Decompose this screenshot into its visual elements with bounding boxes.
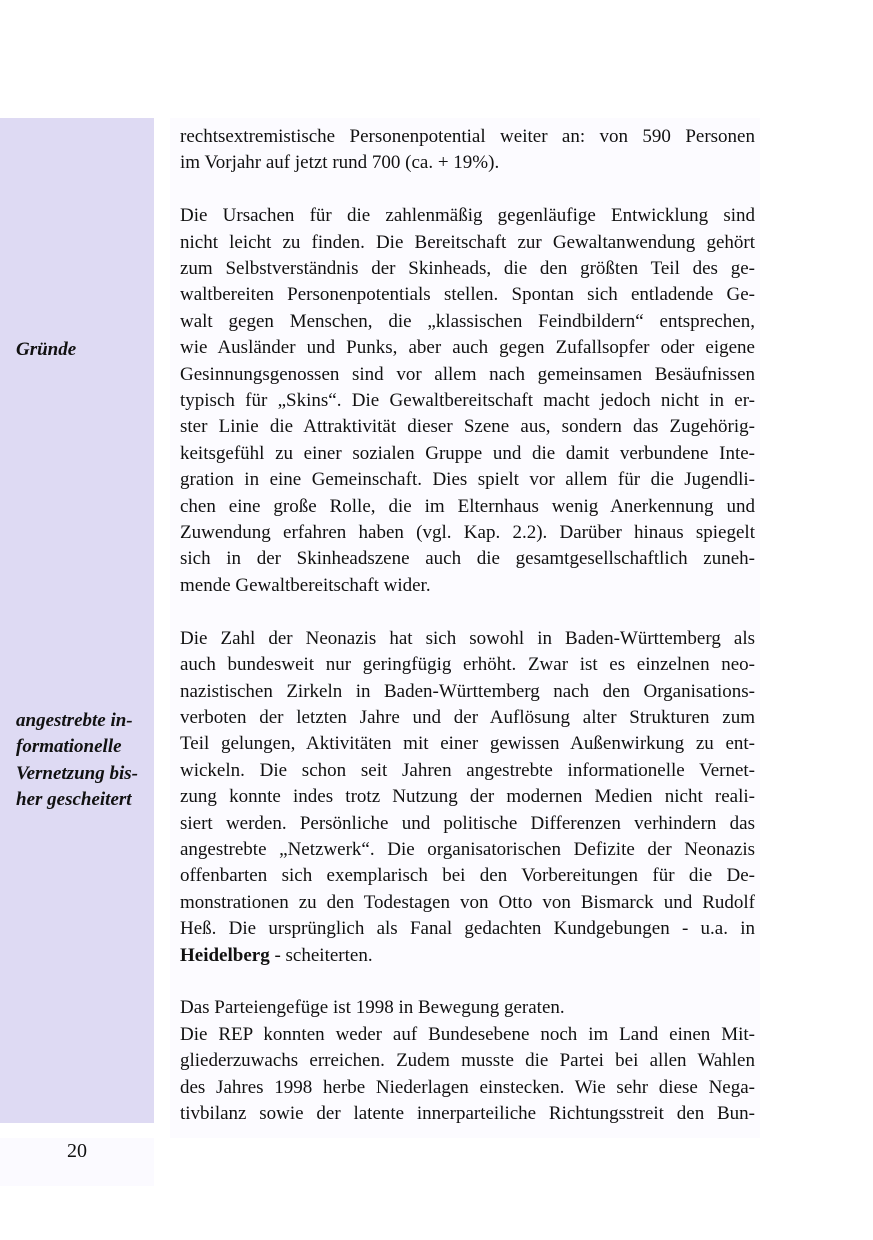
text-line: Die REP konnten weder auf Bundesebene noch im Land einen Mit- <box>180 1023 755 1045</box>
paragraph-4 <box>180 995 755 1021</box>
text-line: verboten der letzten Jahre und der Auflösung alter Strukturen zum <box>180 706 755 728</box>
text-line: zum Selbstverständnis der Skinheads, die den größten Teil des ge- <box>180 258 755 280</box>
text-line: waltbereiten Personenpotentials stellen. Spontan sich entladende Ge- <box>180 284 755 306</box>
text-line: nicht leicht zu finden. Die Bereitschaft zur Gewaltanwendung gehört <box>180 231 755 253</box>
text-line <box>180 943 755 969</box>
text-fragment: - scheiterten. <box>269 944 373 966</box>
paragraph-1 <box>180 124 755 177</box>
text-line: Die Zahl der Neonazis hat sich sowohl in Baden-Württemberg als <box>180 627 755 649</box>
margin-note-gruende <box>16 337 156 363</box>
text-line: typisch für „Skins“. Die Gewaltbereitschaft macht jedoch nicht in er- <box>180 390 755 412</box>
paragraph-5 <box>180 1022 755 1128</box>
text-line: Heß. Die ursprünglich als Fanal gedachten Kundgebungen - u.a. in <box>180 918 755 940</box>
bold-place-name: Heidelberg <box>180 944 270 966</box>
text-line: Teil gelungen, Aktivitäten mit einer gewissen Außenwirkung zu ent- <box>180 733 755 755</box>
margin-note-vernetzung <box>16 708 156 814</box>
text-line: angestrebte „Netzwerk“. Die organisatorischen Defizite der Neonazis <box>180 838 755 860</box>
text-line: zung konnte indes trotz Nutzung der modernen Medien nicht reali- <box>180 786 755 808</box>
text-line: offenbarten sich exemplarisch bei den Vorbereitungen für die De- <box>180 865 755 887</box>
text-line: wickeln. Die schon seit Jahren angestrebte informationelle Vernet- <box>180 759 755 781</box>
margin-note-line: Vernetzung bis- <box>16 762 138 784</box>
text-line: keitsgefühl zu einer sozialen Gruppe und die damit verbundene Inte- <box>180 442 755 464</box>
main-text <box>180 124 755 1127</box>
text-line: monstrationen zu den Todestagen von Otto von Bismarck und Rudolf <box>180 891 755 913</box>
page-number: 20 <box>67 1140 87 1162</box>
margin-note-line: her gescheitert <box>16 789 132 811</box>
text-line: Das Parteiengefüge ist 1998 in Bewegung geraten. <box>180 997 565 1019</box>
text-line: des Jahres 1998 herbe Niederlagen einstecken. Wie sehr diese Nega- <box>180 1076 755 1098</box>
text-line: tivbilanz sowie der latente innerparteiliche Richtungsstreit den Bun- <box>180 1102 755 1124</box>
text-line: rechtsextremistische Personenpotential weiter an: von 590 Personen <box>180 126 755 147</box>
margin-column <box>0 118 154 1123</box>
paragraph-3 <box>180 626 755 969</box>
text-line: im Vorjahr auf jetzt rund 700 (ca. + 19%). <box>180 152 500 174</box>
text-line: wie Ausländer und Punks, aber auch gegen Zufallsopfer oder eigene <box>180 337 755 359</box>
text-line: mende Gewaltbereitschaft wider. <box>180 574 431 596</box>
text-line: walt gegen Menschen, die „klassischen Feindbildern“ entsprechen, <box>180 310 755 332</box>
margin-note-line: Gründe <box>16 339 77 360</box>
text-line: nazistischen Zirkeln in Baden-Württemberg nach den Organisations- <box>180 680 755 702</box>
text-line: gliederzuwachs erreichen. Zudem musste die Partei bei allen Wahlen <box>180 1050 755 1072</box>
text-line: Gesinnungsgenossen sind vor allem nach gemeinsamen Besäufnissen <box>180 363 755 385</box>
margin-note-line: angestrebte in- <box>16 710 133 731</box>
text-line: siert werden. Persönliche und politische Differenzen verhindern das <box>180 812 755 834</box>
text-line: gration in eine Gemeinschaft. Dies spielt vor allem für die Jugendli- <box>180 469 755 491</box>
margin-note-line: formationelle <box>16 736 122 758</box>
text-line: chen eine große Rolle, die im Elternhaus wenig Anerkennung und <box>180 495 755 517</box>
paragraph-2 <box>180 203 755 599</box>
text-line: ster Linie die Attraktivität dieser Szene aus, sondern das Zugehörig- <box>180 416 755 438</box>
text-line: sich in der Skinheadszene auch die gesamtgesellschaftlich zuneh- <box>180 548 755 570</box>
text-line: auch bundesweit nur geringfügig erhöht. Zwar ist es einzelnen neo- <box>180 654 755 676</box>
text-line: Zuwendung erfahren haben (vgl. Kap. 2.2). Darüber hinaus spiegelt <box>180 522 755 544</box>
text-line: Die Ursachen für die zahlenmäßig gegenläufige Entwicklung sind <box>180 205 755 227</box>
